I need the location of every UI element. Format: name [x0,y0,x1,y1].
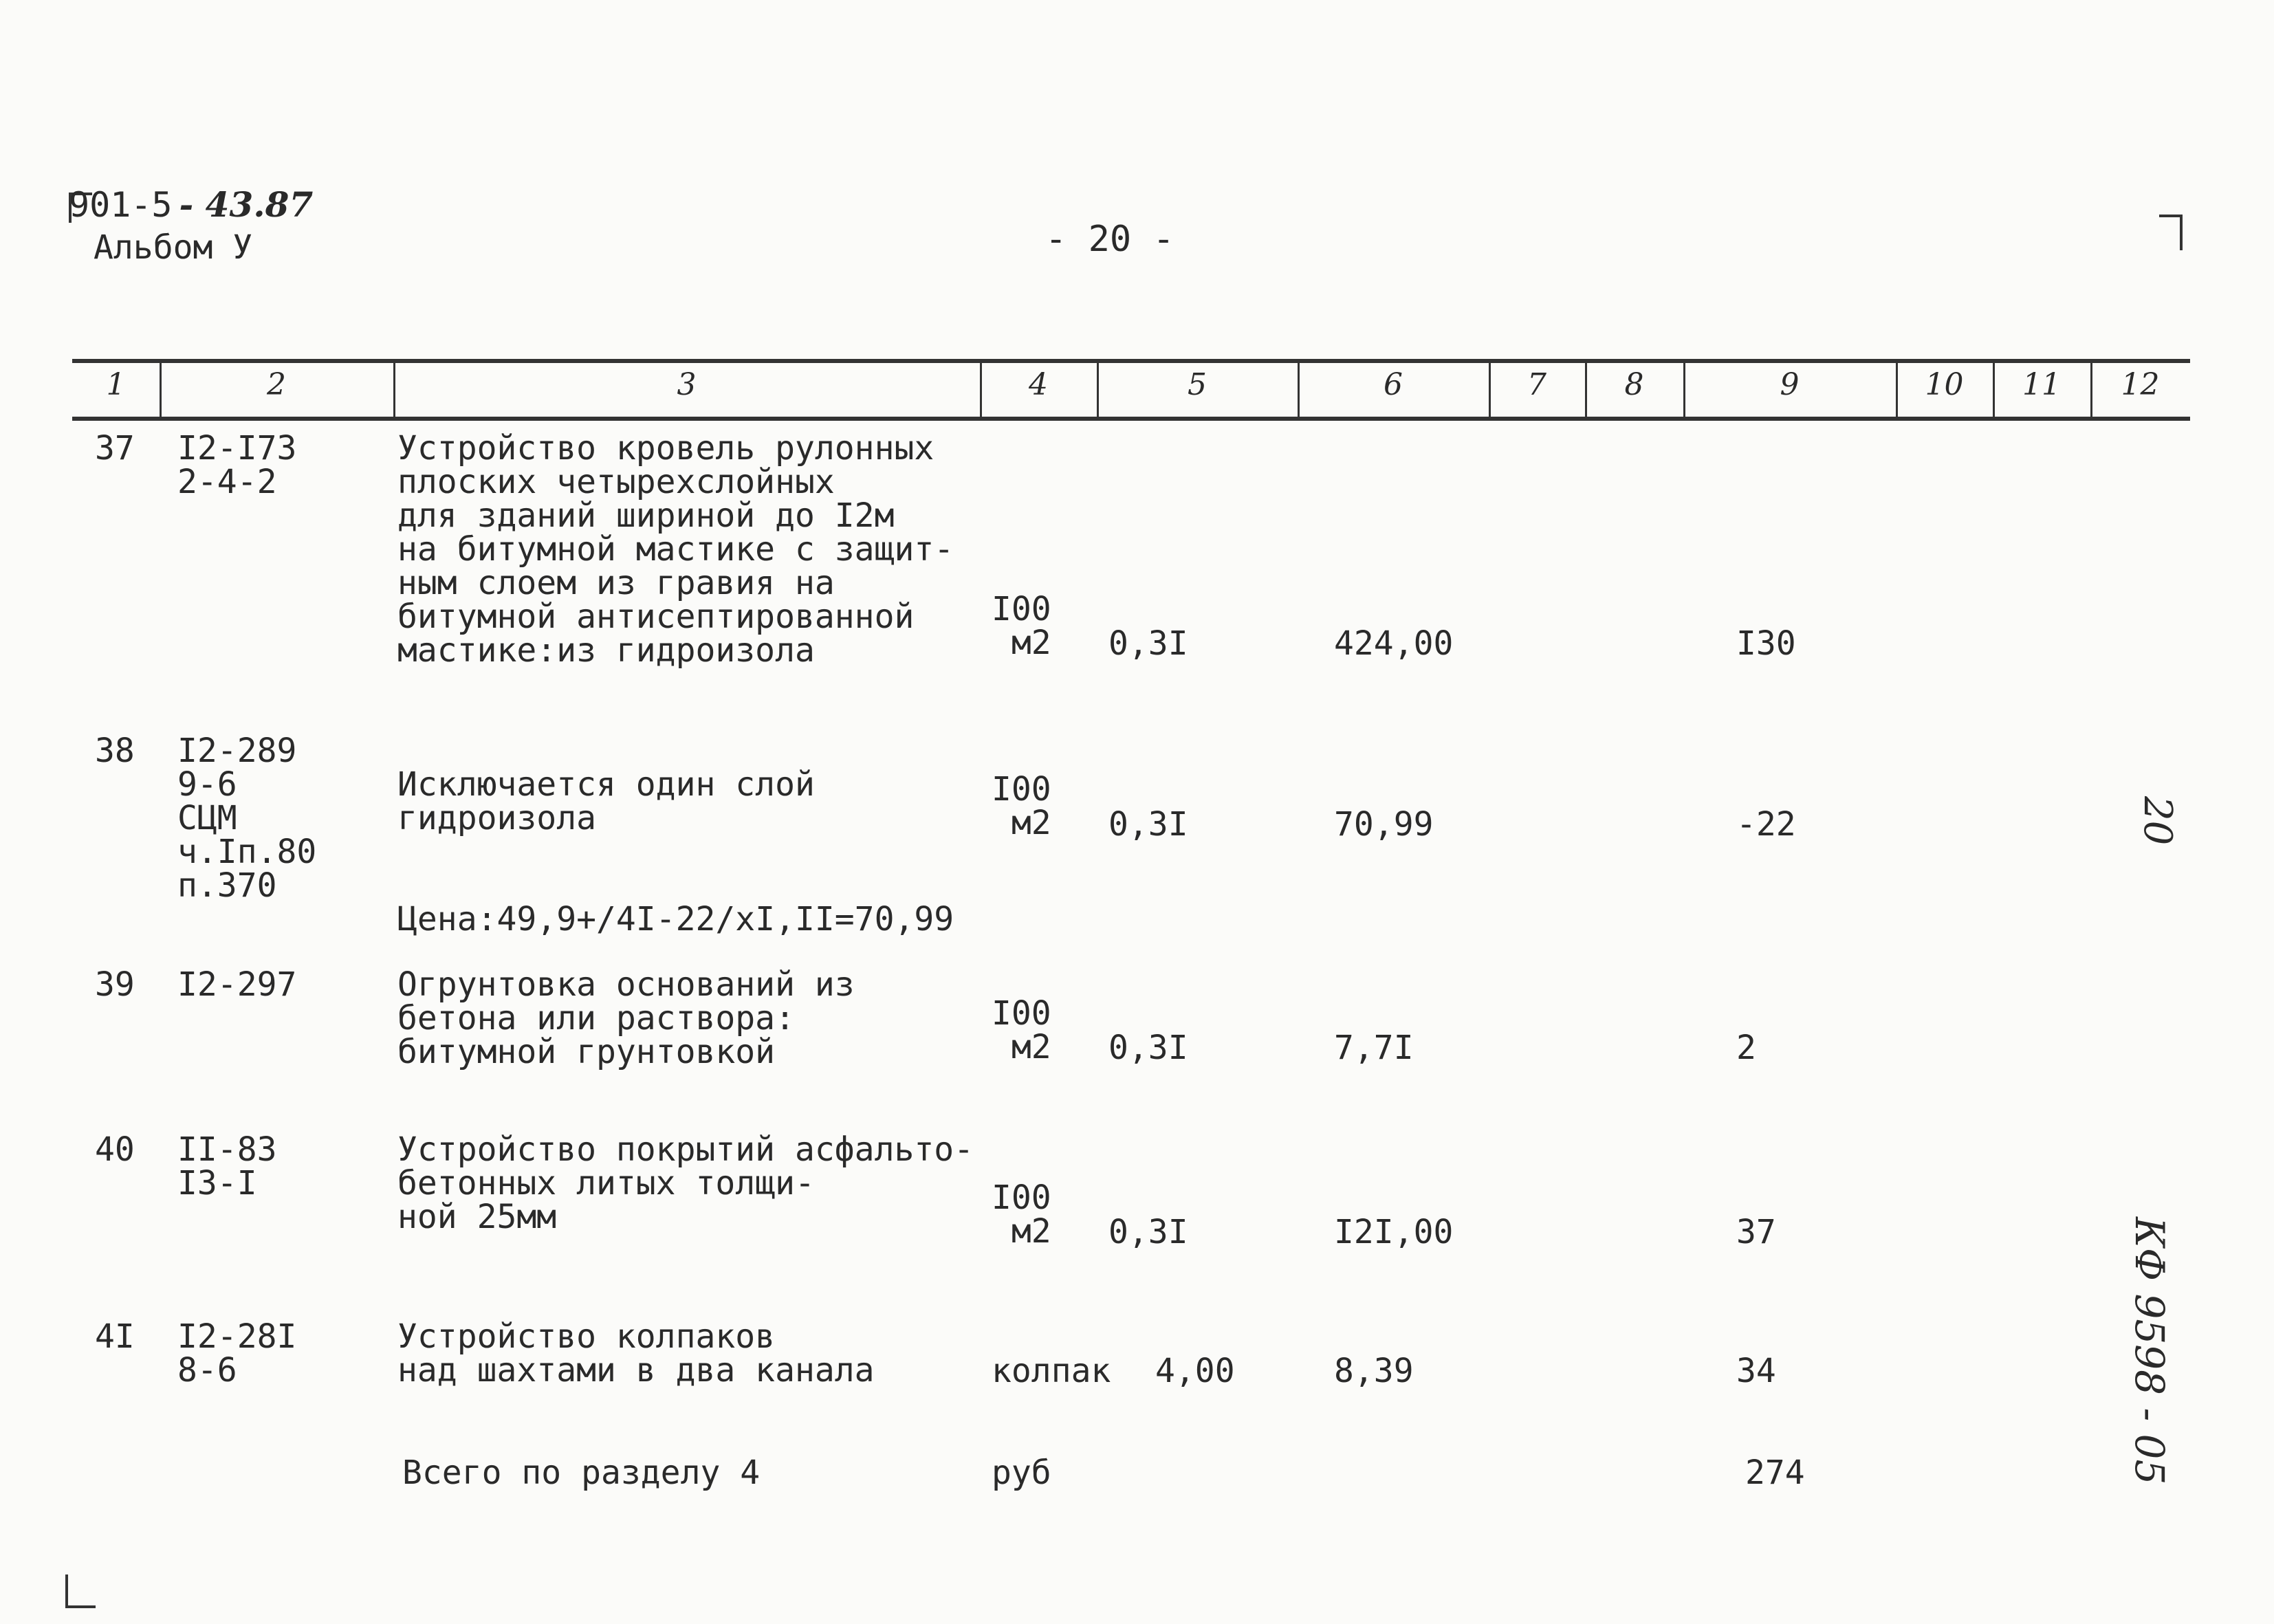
row-number: 37 [95,429,135,468]
row-norm-code: I2-I73 2-4-2 [177,429,297,501]
row-number: 40 [95,1130,135,1169]
row-quantity: 0,3I [1108,624,1188,663]
row-number: 39 [95,965,135,1004]
summary-unit: руб [992,1453,1051,1492]
row-number: 4I [95,1317,135,1356]
row-total: I30 [1736,624,1796,663]
margin-archive-code: КФ 9598 - 05 [2126,1217,2173,1485]
column-number: 10 [1925,367,1964,402]
column-number: 12 [2121,367,2160,402]
column-number: 5 [1188,367,1207,402]
table-header-rule [72,417,2190,421]
row-total: 2 [1736,1029,1756,1067]
row-unit: колпак [992,1352,1111,1390]
page-number: - 20 - [1045,219,1174,260]
row-norm-code: II-83 I3-I [177,1130,277,1203]
row-description: Огрунтовка оснований из бетона или раствора: битумной грунтовкой [397,965,855,1071]
row-unit: I00 м2 [992,590,1051,662]
row-unit: I00 м2 [992,770,1051,842]
row-unit: I00 м2 [992,994,1051,1066]
row-norm-code: I2-297 [177,965,297,1004]
row-quantity: 0,3I [1108,1029,1188,1067]
column-number: 9 [1780,367,1800,402]
column-number: 4 [1029,367,1048,402]
row-description: Устройство кровель рулонных плоских четырехслойных для зданий шириной до I2м на битумной мастике с защит- ным слоем из гравия на битумной антисептированной мастике:из гидроизола [397,429,954,670]
row-unit-price: 8,39 [1334,1352,1414,1390]
row-number: 38 [95,732,135,770]
summary-total: 274 [1745,1453,1805,1492]
column-number: 8 [1624,367,1644,402]
row-description: Устройство покрытий асфальто- бетонных литых толщи- ной 25мм [397,1130,974,1236]
column-number: 1 [106,367,126,402]
row-total: 37 [1736,1213,1776,1251]
row-unit-price: 424,00 [1334,624,1454,663]
row-norm-code: I2-289 9-6 СЦМ ч.Iп.80 п.370 [177,732,317,905]
document-code-printed: 901-5 [69,185,173,225]
column-number: 7 [1527,367,1546,402]
summary-label: Всего по разделу 4 [402,1453,761,1492]
column-number: 6 [1384,367,1403,402]
row-total: 34 [1736,1352,1776,1390]
document-code [69,184,313,225]
row-quantity: 4,00 [1155,1352,1235,1390]
column-number: 2 [267,367,286,402]
row-total: -22 [1736,805,1796,844]
row-norm-code: I2-28I 8-6 [177,1317,297,1390]
margin-page-mark: 20 [2135,796,2180,846]
row-unit-price: 70,99 [1334,805,1434,844]
corner-mark-bottom-left [65,1574,96,1608]
row-description: Устройство колпаков над шахтами в два канала [397,1317,875,1390]
album-label: Альбом У [94,228,253,267]
row-quantity: 0,3I [1108,805,1188,844]
row-unit-price: 7,7I [1334,1029,1414,1067]
document-code-handwritten: - 43.87 [179,184,314,225]
column-number: 11 [2022,367,2061,402]
row-description: Исключается один слой гидроизола Цена:49,9+/4I-22/хI,II=70,99 [397,765,954,939]
row-unit-price: I2I,00 [1334,1213,1454,1251]
column-number: 3 [677,367,697,402]
row-unit: I00 м2 [992,1178,1051,1251]
corner-mark-top-right [2159,215,2183,250]
table-top-rule [72,359,2190,363]
row-quantity: 0,3I [1108,1213,1188,1251]
